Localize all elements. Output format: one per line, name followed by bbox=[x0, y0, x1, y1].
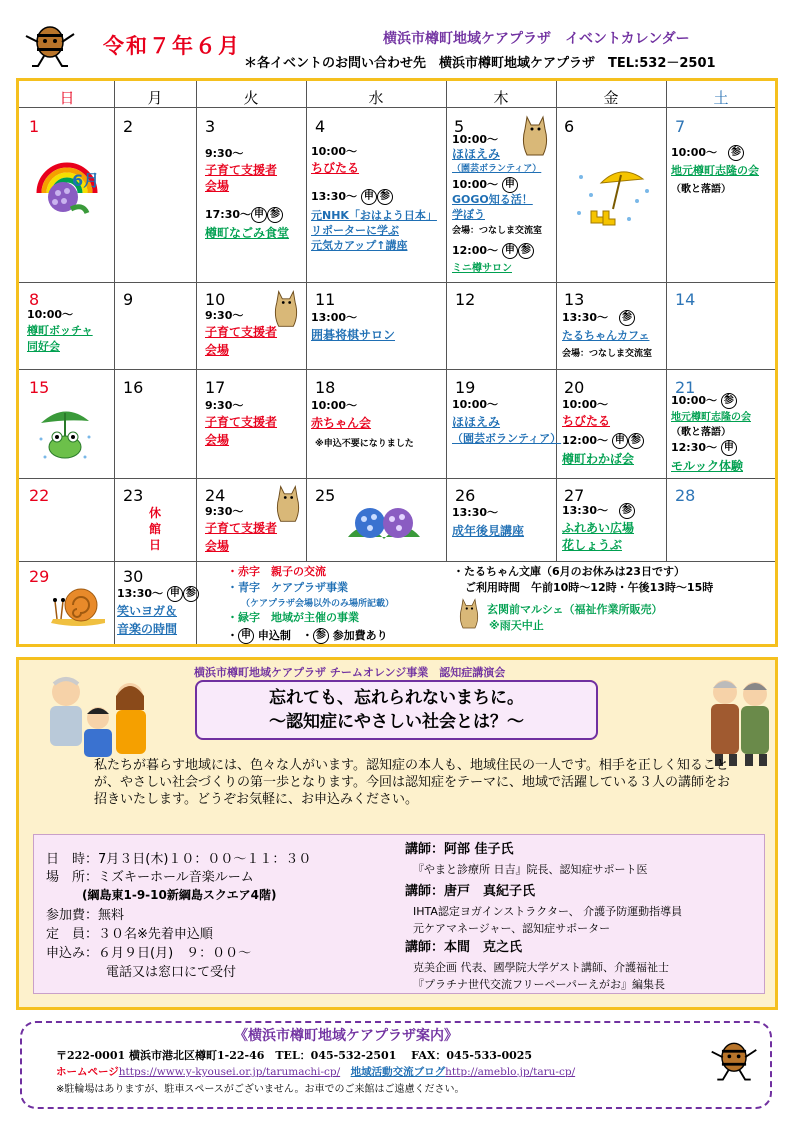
event-name: 会場 bbox=[205, 179, 230, 193]
event-time: 10:00～ bbox=[452, 178, 499, 191]
legend-red: ・赤字 親子の交流 bbox=[227, 565, 326, 578]
event-time: 10:00～ bbox=[562, 398, 609, 411]
cat-icon bbox=[271, 286, 301, 330]
day-number: 3 bbox=[205, 117, 216, 136]
event-name: 成年後見講座 bbox=[452, 524, 525, 538]
legend-blue: ・青字 ケアプラザ事業 bbox=[227, 581, 348, 594]
day-number: 6 bbox=[564, 117, 575, 136]
day-number: 11 bbox=[315, 290, 336, 309]
event-name: （園芸ボランティア） bbox=[452, 164, 542, 174]
event-name: ほほえみ bbox=[452, 147, 501, 161]
event-time: 9:30～ bbox=[205, 147, 244, 160]
day-number: 25 bbox=[315, 486, 336, 505]
footer-title: 《横浜市樽町地域ケアプラザ案内》 bbox=[234, 1028, 458, 1044]
event-name: 樽町なごみ食堂 bbox=[205, 226, 290, 240]
elderly-couple-icon bbox=[705, 672, 775, 768]
event-note: （歌と落語） bbox=[671, 184, 731, 195]
event-name: GOGO知る活！ bbox=[452, 193, 533, 206]
headline-1: 忘れても、忘れられないまちに。 bbox=[269, 688, 524, 708]
event-name: ほほえみ bbox=[452, 415, 501, 429]
event-time: 13:30～ bbox=[562, 311, 609, 324]
closed-label: 休館日 bbox=[149, 506, 162, 552]
lecture-date: 日 時：7月３日(木)１０：００～１１：３０ bbox=[46, 852, 312, 867]
lecture-capacity: 定 員：３０名※先着申込順 bbox=[46, 927, 213, 942]
lecture-apply: 申込み：６月９日(月) ９：００～ bbox=[46, 946, 252, 961]
event-time: 9:30～ bbox=[205, 309, 244, 322]
event-time: 9:30～ bbox=[205, 505, 244, 518]
event-time: 9:30～ bbox=[205, 399, 244, 412]
day-number: 4 bbox=[315, 117, 326, 136]
family-icon bbox=[32, 670, 162, 760]
day-number: 30 bbox=[123, 567, 144, 586]
lecturer-1-name: 講師：阿部 佳子氏 bbox=[405, 842, 514, 857]
apply-mark: 申 bbox=[167, 586, 183, 602]
apply-mark: 申 bbox=[502, 177, 518, 193]
event-name: 笑いヨガ＆ bbox=[117, 604, 178, 618]
event-time: 10:00～ bbox=[311, 145, 358, 158]
event-time: 12:30～ bbox=[671, 441, 718, 454]
event-time: 13:00～ bbox=[311, 311, 358, 324]
day-number: 16 bbox=[123, 378, 144, 397]
event-time: 17:30～ bbox=[205, 208, 252, 221]
footer-info bbox=[20, 1021, 772, 1109]
lecture-header: 横浜市樽町地域ケアプラザ チームオレンジ事業 認知症講演会 bbox=[194, 666, 506, 679]
fee-mark: 参 bbox=[619, 310, 635, 326]
day-number: 17 bbox=[205, 378, 226, 397]
page-title: 令和７年６月 bbox=[103, 34, 241, 58]
legend-green: ・緑字 地域が主催の事業 bbox=[227, 611, 359, 624]
lecture-fee: 参加費：無料 bbox=[46, 908, 125, 923]
day-number: 12 bbox=[455, 290, 476, 309]
library-hours: ご利用時間 午前10時～12時・午後13時～15時 bbox=[465, 581, 714, 594]
day-number: 9 bbox=[123, 290, 134, 309]
apply-mark: 申 bbox=[361, 189, 377, 205]
marche-note: ※雨天中止 bbox=[489, 619, 544, 632]
event-time: 13:30～ bbox=[452, 506, 499, 519]
parking-note: ※駐輪場はありますが、駐車スペースがございません。お車でのご来館はご遠慮ください。 bbox=[56, 1084, 465, 1095]
lecture-place: 場 所：ミズキーホール音楽ルーム bbox=[46, 870, 254, 885]
day-number: 28 bbox=[675, 486, 696, 505]
apply-mark: 申 bbox=[612, 433, 628, 449]
event-name: ふれあい広場 bbox=[562, 521, 635, 535]
day-number: 14 bbox=[675, 290, 696, 309]
event-time: 10:00～ bbox=[452, 398, 499, 411]
day-number: 5 bbox=[454, 117, 465, 136]
day-number: 19 bbox=[455, 378, 476, 397]
day-number: 10 bbox=[205, 290, 226, 309]
day-number: 1 bbox=[29, 117, 40, 136]
snail-icon bbox=[49, 583, 109, 629]
apply-mark: 申 bbox=[721, 440, 737, 456]
fee-mark: 参 bbox=[628, 433, 644, 449]
marche-info: 玄関前マルシェ（福祉作業所販売） bbox=[487, 603, 663, 616]
day-number: 8 bbox=[29, 290, 40, 309]
homepage-label: ホームページ bbox=[56, 1066, 119, 1078]
homepage-link[interactable]: https://www.y-kyousei.or.jp/tarumachi-cp/ bbox=[118, 1066, 341, 1078]
library-info: ・たるちゃん文庫（6月のお休みは23日です） bbox=[453, 565, 685, 578]
lecturer-2-name: 講師：唐戸 真紀子氏 bbox=[405, 884, 536, 899]
event-time: 10:00～ bbox=[311, 399, 358, 412]
event-name: （園芸ボランティア） bbox=[452, 432, 562, 445]
apply-mark: 申 bbox=[251, 207, 267, 223]
event-name: ちびたる bbox=[311, 161, 360, 175]
event-note: ※申込不要になりました bbox=[315, 439, 414, 449]
fee-mark: 参 bbox=[183, 586, 199, 602]
lecturer-3-desc2: 『プラチナ世代交流フリーペーパーえがお』編集長 bbox=[413, 978, 666, 991]
lecturer-2-desc2: 元ケアマネージャー、認知症サポーター bbox=[413, 922, 611, 935]
event-name: リポーターに学ぶ bbox=[311, 224, 399, 237]
event-name: 樽町ボッチャ bbox=[27, 324, 93, 337]
event-time: 13:30～ bbox=[562, 504, 609, 517]
fee-mark: 参 bbox=[619, 503, 635, 519]
fee-mark: 参 bbox=[728, 145, 744, 161]
lecture-banner bbox=[195, 680, 598, 740]
event-name: 花しょうぶ bbox=[562, 538, 623, 552]
event-name: 学ぼう bbox=[452, 208, 485, 221]
weekday-fri: 金 bbox=[603, 89, 619, 107]
fee-mark: 参 bbox=[313, 628, 329, 644]
fee-mark: 参 bbox=[267, 207, 283, 223]
day-number: 2 bbox=[123, 117, 134, 136]
event-place: 会場：つなしま交流室 bbox=[562, 349, 653, 359]
event-name: たるちゃんカフェ bbox=[562, 329, 650, 342]
day-number: 13 bbox=[564, 290, 585, 309]
contact-line: ＊各イベントのお問い合わせ先 横浜市樽町地域ケアプラザ TEL:532－2501 bbox=[244, 56, 716, 71]
lecturer-2-desc: IHTA認定ヨガインストラクター、 介護予防運動指導員 bbox=[413, 905, 683, 918]
lecturer-3-name: 講師：本間 克之氏 bbox=[405, 940, 523, 955]
event-name: 地元樽町志隆の会 bbox=[671, 412, 751, 423]
weekday-sun: 日 bbox=[59, 89, 75, 107]
day-number: 26 bbox=[455, 486, 476, 505]
day-number: 15 bbox=[29, 378, 50, 397]
event-time: 10:00～ bbox=[671, 394, 718, 407]
lecture-info-box bbox=[33, 834, 765, 994]
lecture-apply-method: 電話又は窓口にて受付 bbox=[106, 965, 237, 980]
weekday-thu: 木 bbox=[493, 89, 509, 107]
cat-icon bbox=[519, 111, 551, 159]
event-time: 12:00～ bbox=[562, 434, 609, 447]
event-name: 地元樽町志隆の会 bbox=[671, 164, 759, 177]
headline-2: ～認知症にやさしい社会とは？～ bbox=[269, 712, 524, 732]
footer-address: 〒222-0001 横浜市港北区樽町1-22-46 TEL：045-532-2501 FAX：045-533-0025 bbox=[56, 1049, 533, 1062]
event-name: 子育て支援者 bbox=[205, 325, 278, 339]
event-time: 10:00～ bbox=[452, 133, 499, 146]
fee-mark: 参 bbox=[518, 243, 534, 259]
lecturer-3-desc: 克美企画 代表、國學院大学ゲスト講師、介護福祉士 bbox=[413, 961, 670, 974]
fee-mark: 参 bbox=[377, 189, 393, 205]
barrel-mascot-icon bbox=[708, 1037, 760, 1085]
lecture-place-address: (綱島東1-9-10新綱島スクエア4階) bbox=[82, 888, 277, 902]
day-number: 24 bbox=[205, 486, 226, 505]
weekday-sat: 土 bbox=[713, 89, 729, 107]
event-time: 13:30～ bbox=[311, 190, 358, 203]
day-number: 21 bbox=[675, 378, 696, 397]
legend-fee: 参加費あり bbox=[332, 629, 388, 642]
event-time: 13:30～ bbox=[117, 587, 164, 600]
cat-icon bbox=[457, 595, 481, 631]
day-number: 29 bbox=[29, 567, 50, 586]
day-number: 22 bbox=[29, 486, 50, 505]
event-name: モルック体験 bbox=[671, 459, 744, 473]
weekday-mon: 月 bbox=[147, 89, 163, 107]
event-name: ミニ樽サロン bbox=[452, 263, 512, 274]
event-name: 樽町わかば会 bbox=[562, 452, 635, 466]
apply-mark: 申 bbox=[502, 243, 518, 259]
event-name: 会場 bbox=[205, 539, 230, 553]
event-time: 12:00～ bbox=[452, 244, 499, 257]
event-name: 元NHK「おはよう日本」 bbox=[311, 209, 437, 222]
event-name: 会場 bbox=[205, 343, 230, 357]
weekday-wed: 水 bbox=[368, 89, 384, 107]
fee-mark: 参 bbox=[721, 393, 737, 409]
day-number: 7 bbox=[675, 117, 686, 136]
lecturer-1-desc: 『やまと診療所 日吉』院長、認知症サポート医 bbox=[413, 863, 648, 876]
blog-label: 地域活動交流ブログ bbox=[350, 1066, 446, 1078]
event-name: 同好会 bbox=[27, 340, 60, 353]
event-note: （歌と落語） bbox=[671, 427, 731, 438]
lecture-intro: 私たちが暮らす地域には、色々な人がいます。認知症の本人も、地域住民の一人です。相手を正しく知ることが、やさしい社会づくりの第一歩となります。今回は認知症をテーマに、地域で活躍している３人の講師をお招きいたします。どうぞお気軽に、お申込みください。 bbox=[94, 758, 730, 807]
apply-mark: 申 bbox=[238, 628, 254, 644]
event-name: 音楽の時間 bbox=[117, 622, 178, 636]
day-number: 23 bbox=[123, 486, 144, 505]
event-name: 元気カアップ↑講座 bbox=[311, 239, 408, 252]
event-calendar: 日 月 火 水 木 金 土 1 6月 2 3 9:30～ 子育て支援者 会場 17:30～ 申 参 樽町なごみ食堂 4 10:00～ ちびたる 13:30～ 申 参 元NHK「おはよう日本」 リポーターに学ぶ 元気カアップ↑講座 5 10:00～ ほほえみ （園芸ボランティア） 10:00～ 申 GOGO知る活！ 学ぼう 会場：つなしま交流室 12:00～ 申 参 ミニ樽サロン 6 7 10:00～ 参 地元樽町志隆の会 （歌と落語） 8 10:00～ 樽町ボッチャ 同好会 9 10 9:30～ 子育て支援者 会場 11 13:00～ 囲碁将棋サロン 12 13 13:30～ 参 たるちゃんカフェ 会場：つなしま交流室 14 15 16 17 9:30～ 子育て支援者 会場 18 10:00～ 赤ちゃん会 ※申込不要になりました 19 10:00～ ほほえみ （園芸ボランティア） 20 10:00～ ちびたる 12:00～ 申 参 樽町わかば会 21 10:00～ 参 地元樽町志隆の会 （歌と落語） 12:30～ 申 モルック体験 22 23 休館日 24 9:30～ 子育て支援者 会場 25 26 13:30～ 成年後見講座 27 13:30～ 参 ふれあい広場 花しょうぶ 28 29 30 13:30～ 申 参 笑いヨガ＆ 音楽の時間 ・赤字 親子の交流 ・青字 ケアプラザ事業 （ケアプラザ会場以外のみ場所記載） ・緑字 地域が主催の事業 ・ 申 申込制 ・ 参 参加費あり ・たるちゃん文庫（6月のお休みは23日です） ご利用時間 午前10時～12時・午後13時～15時 玄関前マルシェ（福祉作業所販売） ※雨天中止 bbox=[16, 78, 778, 647]
event-name: 会場 bbox=[205, 433, 230, 447]
event-name: 子育て支援者 bbox=[205, 521, 278, 535]
umbrella-boots-icon bbox=[571, 161, 651, 231]
hydrangea-icon bbox=[344, 497, 424, 547]
day-number: 18 bbox=[315, 378, 336, 397]
day-number: 27 bbox=[564, 486, 585, 505]
calendar-title: 横浜市樽町地域ケアプラザ イベントカレンダー bbox=[383, 31, 690, 47]
event-time: 10:00～ bbox=[27, 308, 74, 321]
event-time: 10:00～ bbox=[671, 146, 718, 159]
event-name: 囲碁将棋サロン bbox=[311, 328, 396, 342]
frog-icon bbox=[35, 403, 95, 463]
weekday-tue: 火 bbox=[243, 89, 259, 107]
event-name: 赤ちゃん会 bbox=[311, 416, 372, 430]
legend-blue-note: （ケアプラザ会場以外のみ場所記載） bbox=[241, 599, 395, 609]
event-name: ちびたる bbox=[562, 414, 611, 428]
event-name: 子育て支援者 bbox=[205, 415, 278, 429]
june-badge: 6月 bbox=[72, 171, 100, 190]
event-name: 子育て支援者 bbox=[205, 163, 278, 177]
barrel-mascot-icon bbox=[22, 22, 78, 70]
blog-link[interactable]: http://ameblo.jp/taru-cp/ bbox=[445, 1066, 576, 1078]
event-place: 会場：つなしま交流室 bbox=[452, 226, 543, 236]
legend-apply: 申込制 bbox=[257, 629, 291, 642]
cat-icon bbox=[273, 481, 303, 525]
day-number: 20 bbox=[564, 378, 585, 397]
